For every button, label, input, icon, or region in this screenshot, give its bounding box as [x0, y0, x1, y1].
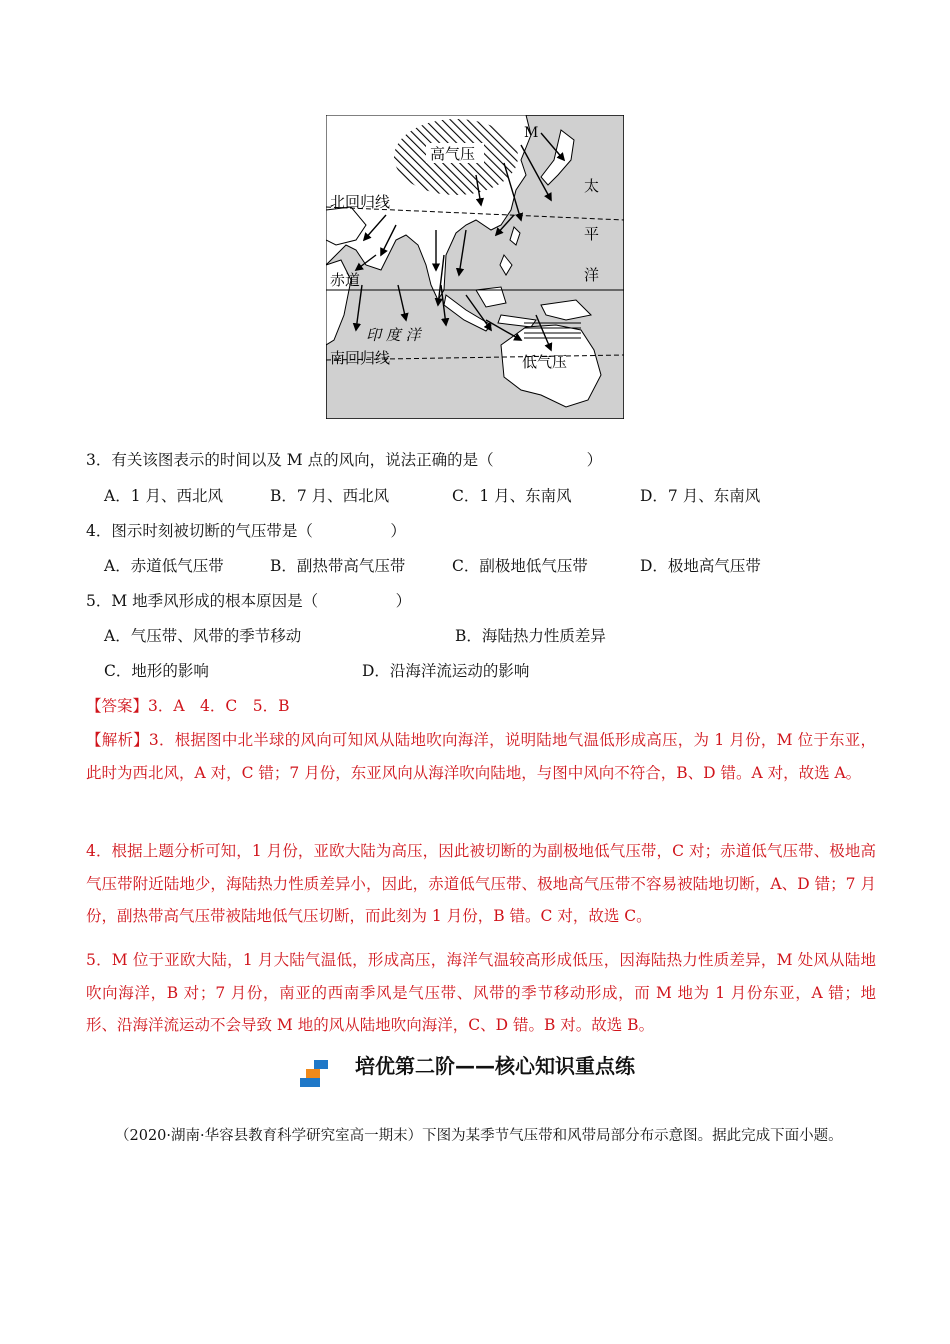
section-title: 培优第二阶——核心知识重点练: [355, 1054, 635, 1078]
high-pressure-label: 高气压: [430, 145, 476, 163]
equator-label: 赤道: [330, 271, 361, 289]
question-3-option-b: B．7 月、西北风: [270, 487, 390, 505]
question-4-option-d: D．极地高气压带: [640, 557, 761, 575]
question-5-option-a: A．气压带、风带的季节移动: [104, 627, 302, 645]
intro-paragraph: （2020·湖南·华容县教育科学研究室高一期末）下图为某季节气压带和风带局部分布示意图。据此完成下面小题。: [115, 1128, 843, 1144]
question-3-stem: 3．有关该图表示的时间以及 M 点的风向，说法正确的是（ ）: [86, 451, 603, 469]
question-4-stem: 4．图示时刻被切断的气压带是（ ）: [86, 522, 406, 540]
tropic-capricorn-label: 南回归线: [330, 349, 391, 367]
analysis-q4: 4．根据上题分析可知，1 月份，亚欧大陆为高压，因此被切断的为副极地低气压带，C 对；赤道低气压带、极地高气压带附近陆地少，海陆热力性质差异小，因此，赤道低气压带、极地高气压带不容易被陆地切断，A、D 错；7 月份，副热带高气压带被陆地低气压切断，而此刻为 1 月份，B 错。C 对，故选 C。: [86, 842, 876, 925]
question-3-option-c: C．1 月、东南风: [452, 487, 572, 505]
analysis-q3: 【解析】3．根据图中北半球的风向可知风从陆地吹向海洋，说明陆地气温低形成高压，为 1 月份，M 位于东亚，此时为西北风，A 对，C 错；7 月份，东亚风向从海洋吹向陆地，与图中风向不符合，B、D 错。A 对，故选 A。: [86, 731, 876, 782]
tropic-cancer-label: 北回归线: [330, 193, 391, 211]
pacific-label-2: 平: [584, 225, 600, 243]
pacific-label-1: 太: [584, 177, 600, 195]
question-5-stem: 5．M 地季风形成的根本原因是（ ）: [86, 592, 412, 610]
question-4-option-b: B．副热带高气压带: [270, 557, 406, 575]
question-5-option-d: D．沿海洋流运动的影响: [362, 662, 530, 680]
low-pressure-label: 低气压: [522, 353, 568, 371]
indian-ocean-label: 印 度 洋: [366, 326, 421, 344]
point-m-label: M: [524, 125, 539, 141]
question-5-option-c: C．地形的影响: [104, 662, 209, 680]
question-3-option-a: A．1 月、西北风: [104, 487, 223, 505]
question-4-option-c: C．副极地低气压带: [452, 557, 588, 575]
pacific-label-3: 洋: [584, 266, 600, 284]
monsoon-map: [326, 115, 624, 419]
answer-line: 【答案】3．A 4．C 5．B: [86, 697, 290, 715]
question-4-option-a: A．赤道低气压带: [104, 557, 224, 575]
question-5-option-b: B．海陆热力性质差异: [455, 627, 606, 645]
analysis-q5: 5．M 位于亚欧大陆，1 月大陆气温低，形成高压，海洋气温较高形成低压，因海陆热力性质差异，M 处风从陆地吹向海洋，B 对；7 月份，南亚的西南季风是气压带、风带的季节移动形成，而 M 地为 1 月份东亚，A 错；地形、沿海洋流运动不会导致 M 地的风从陆地吹向海洋，C、D 错。B 对。故选 B。: [86, 951, 876, 1034]
question-3-option-d: D．7 月、东南风: [640, 487, 761, 505]
